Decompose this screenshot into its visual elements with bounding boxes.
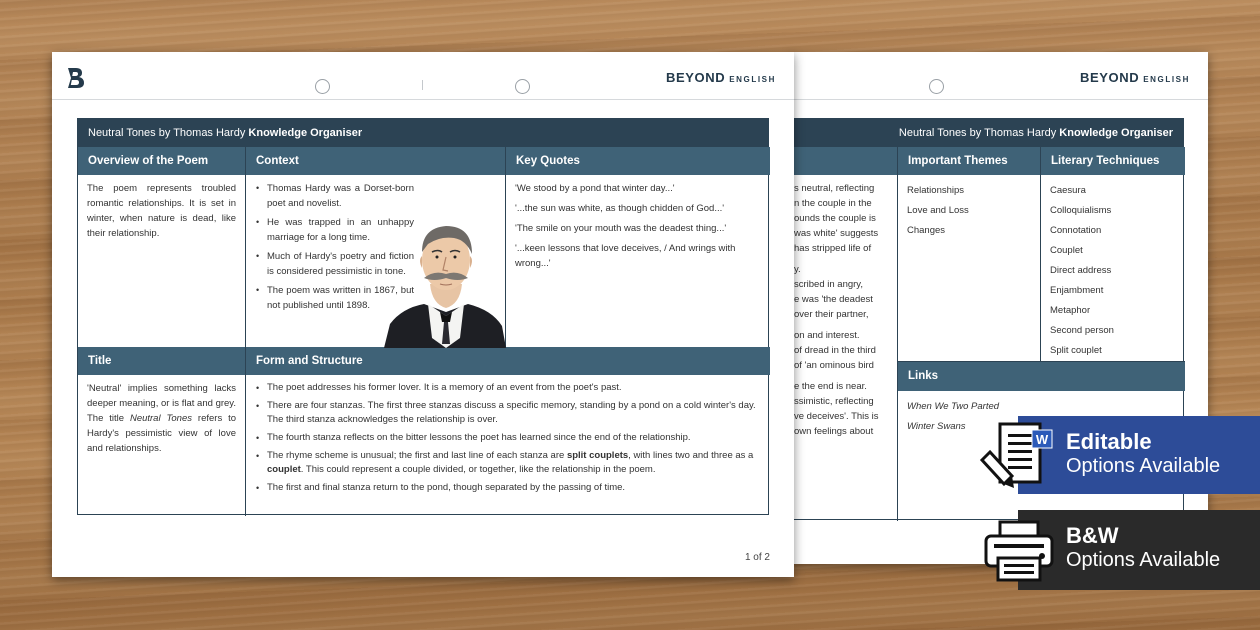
context-header: Context bbox=[246, 147, 505, 175]
technique-item: Couplet bbox=[1050, 245, 1083, 256]
form-item: • The rhyme scheme is unusual; the first and last line of each stanza are split couplets, with lines two and three as a couplet. This could represent a couple divided, or together, like the relationship in the poem. bbox=[255, 449, 761, 477]
partial-text-line: ve deceives'. This is bbox=[794, 411, 879, 422]
technique-item: Enjambment bbox=[1050, 285, 1104, 296]
punch-hole bbox=[515, 79, 530, 94]
form-item: • There are four stanzas. The first three stanzas discuss a specific memory, standing by a pond on a cold winter's day. The third stanza acknowledges the relationship is over. bbox=[255, 399, 761, 427]
table-title: Neutral Tones by Thomas Hardy Knowledge Organiser bbox=[791, 119, 1183, 147]
editable-document-icon bbox=[978, 420, 1056, 492]
fold-tick bbox=[422, 80, 423, 90]
partial-text-line: ounds the couple is bbox=[794, 213, 876, 224]
partial-text-line: on and interest. bbox=[794, 330, 860, 341]
techniques-list bbox=[1041, 175, 1185, 361]
literary-techniques-header: Literary Techniques bbox=[1041, 147, 1185, 175]
key-quote: '...the sun was white, as though chidden of God...' bbox=[515, 203, 725, 214]
context-item: • The poem was written in 1867, but not published until 1898. bbox=[255, 283, 414, 313]
form-item: • The fourth stanza reflects on the bitter lessons the poet has learned since the end of the relationship. bbox=[255, 431, 761, 445]
form-structure-list bbox=[246, 375, 770, 516]
editable-title: Editable bbox=[1066, 429, 1152, 454]
context-item: • Thomas Hardy was a Dorset-born poet and novelist. bbox=[255, 181, 414, 211]
partial-text-line: own feelings about bbox=[794, 426, 874, 437]
page-number: 1 of 2 bbox=[744, 552, 770, 563]
title-text: 'Neutral' implies something lacks deeper meaning, or is flat and grey. The title Neutral Tones refers to Hardy's pessimistic view of love and relationships. bbox=[87, 383, 237, 454]
beyond-b-logo-icon bbox=[66, 66, 86, 90]
key-quote: 'We stood by a pond that winter day...' bbox=[515, 183, 675, 194]
partial-text-line: e was 'the deadest bbox=[794, 294, 873, 305]
key-quote: 'The smile on your mouth was the deadest thing...' bbox=[515, 223, 727, 234]
brand-logo: BEYOND ENGLISH bbox=[666, 70, 776, 85]
links-header: Links bbox=[898, 362, 1185, 391]
punch-hole bbox=[315, 79, 330, 94]
important-themes-header: Important Themes bbox=[898, 147, 1040, 175]
partial-text-line: scribed in angry, bbox=[794, 279, 863, 290]
partial-text-line: ssimistic, reflecting bbox=[794, 396, 874, 407]
partial-text-line: s neutral, reflecting bbox=[794, 183, 875, 194]
link-item: When We Two Parted bbox=[907, 401, 1000, 412]
bw-subtitle: Options Available bbox=[1066, 549, 1221, 571]
table-title: Neutral Tones by Thomas Hardy Knowledge Organiser bbox=[78, 119, 768, 147]
partial-text-line: of dread in the third bbox=[794, 345, 876, 356]
printer-icon bbox=[982, 520, 1056, 582]
overview-header: Overview of the Poem bbox=[78, 147, 245, 175]
partial-text-line: e the end is near. bbox=[794, 381, 867, 392]
link-item: Winter Swans bbox=[907, 421, 966, 432]
brand-logo: BEYOND ENGLISH bbox=[1080, 70, 1190, 85]
context-item: • He was trapped in an unhappy marriage for a long time. bbox=[255, 215, 414, 245]
partial-text-line: of 'an ominous bird bbox=[794, 360, 874, 371]
form-structure-header: Form and Structure bbox=[246, 347, 770, 375]
technique-item: Caesura bbox=[1050, 185, 1086, 196]
key-quotes-header: Key Quotes bbox=[506, 147, 770, 175]
knowledge-organiser-page-1 bbox=[52, 52, 794, 577]
technique-item: Second person bbox=[1050, 325, 1114, 336]
editable-subtitle: Options Available bbox=[1066, 455, 1221, 477]
theme-item: Relationships bbox=[907, 185, 965, 196]
partial-text-line: n the couple in the bbox=[794, 198, 872, 209]
technique-item: Split couplet bbox=[1050, 345, 1102, 356]
partial-text-line: over their partner, bbox=[794, 309, 869, 320]
technique-item: Metaphor bbox=[1050, 305, 1091, 316]
theme-item: Love and Loss bbox=[907, 205, 969, 216]
thomas-hardy-portrait bbox=[384, 212, 506, 348]
title-header: Title bbox=[78, 347, 245, 375]
bw-title: B&W bbox=[1066, 523, 1119, 548]
partial-text-line: has stripped life of bbox=[794, 243, 872, 254]
form-item: • The first and final stanza return to the pond, though separated by the passing of time. bbox=[255, 481, 761, 495]
key-quotes-list bbox=[506, 175, 770, 347]
header-rule bbox=[52, 99, 794, 100]
form-item: • The poet addresses his former lover. It is a memory of an event from the poet's past. bbox=[255, 381, 761, 395]
header-rule bbox=[790, 99, 1208, 100]
svg-text:W: W bbox=[1035, 432, 1049, 447]
technique-item: Connotation bbox=[1050, 225, 1102, 236]
overview-text: The poem represents troubled romantic relationships. It is set in winter, when nature is dead, like their relationship. bbox=[87, 183, 236, 239]
partial-column-text bbox=[791, 175, 897, 521]
partial-text-line: was white' suggests bbox=[794, 228, 879, 239]
theme-item: Changes bbox=[907, 225, 946, 236]
partial-column-header bbox=[791, 147, 897, 175]
punch-hole bbox=[929, 79, 944, 94]
technique-item: Colloquialisms bbox=[1050, 205, 1112, 216]
themes-list bbox=[898, 175, 1040, 361]
technique-item: Direct address bbox=[1050, 265, 1112, 276]
key-quote: '...keen lessons that love deceives, / And wrings with wrong...' bbox=[515, 243, 736, 269]
partial-text-line: y. bbox=[794, 264, 801, 275]
context-item: • Much of Hardy's poetry and fiction is considered pessimistic in tone. bbox=[255, 249, 414, 279]
